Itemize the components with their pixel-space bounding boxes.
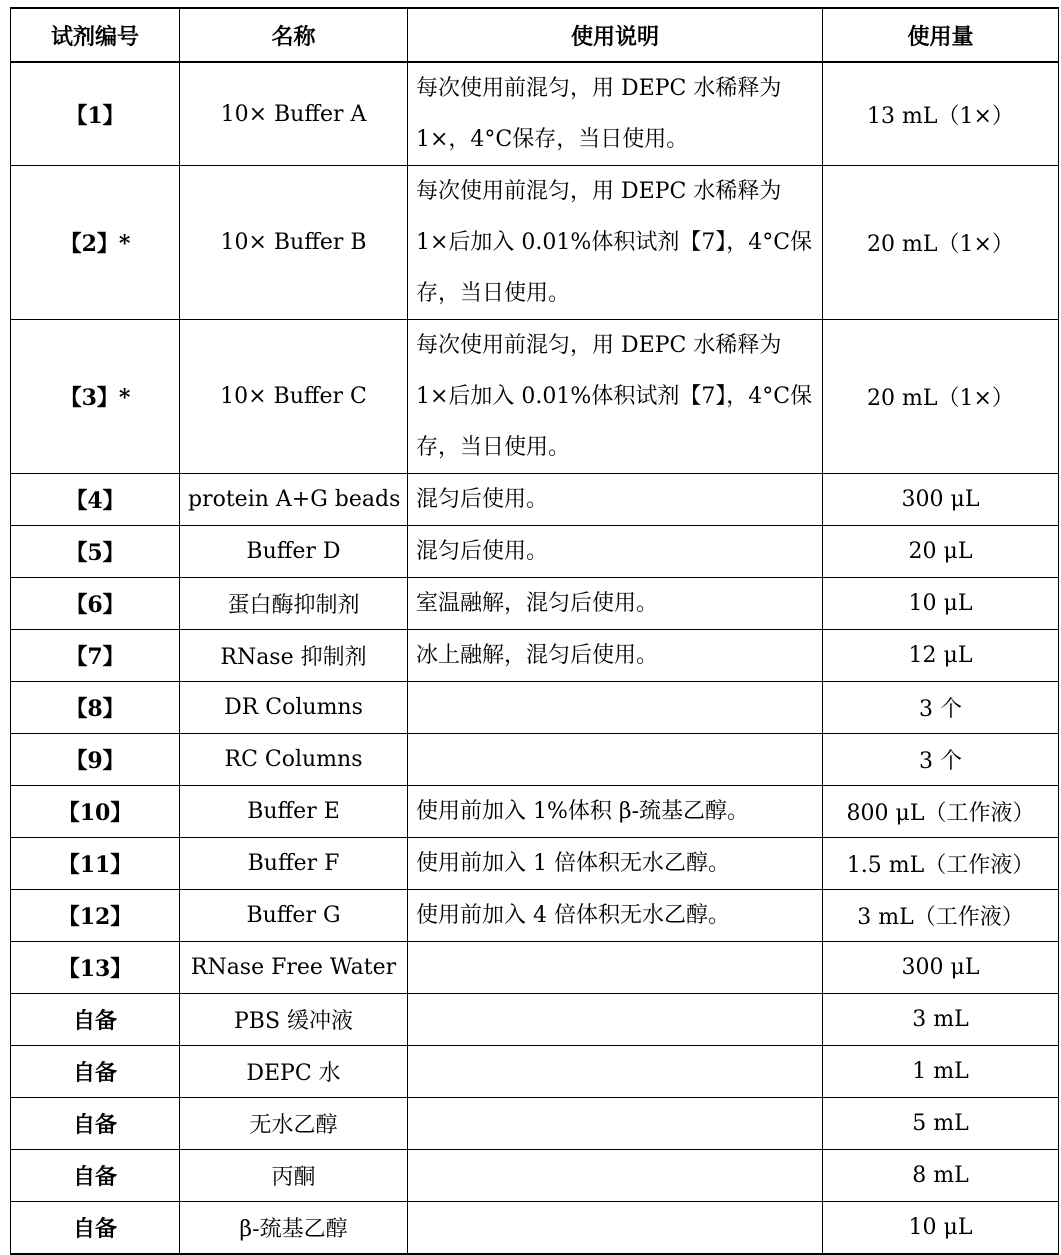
header-name: 名称 [180, 8, 408, 62]
table-row [11, 578, 1059, 630]
reagent-amount: 8 mL [823, 1150, 1059, 1202]
reagent-instructions: 使用前加入 4 倍体积无水乙醇。 [408, 890, 823, 942]
table-row [11, 786, 1059, 838]
reagent-instructions: 混匀后使用。 [408, 474, 823, 526]
reagent-instructions [408, 942, 823, 994]
reagent-name: Buffer D [180, 526, 408, 578]
reagent-amount: 3 mL（工作液） [823, 890, 1059, 942]
reagent-name: 10× Buffer B [180, 166, 408, 320]
table-row [11, 942, 1059, 994]
table-row [11, 1202, 1059, 1254]
reagent-name: β-巯基乙醇 [180, 1202, 408, 1254]
table-row [11, 1098, 1059, 1150]
reagent-id: 【11】 [11, 838, 180, 890]
table-row [11, 682, 1059, 734]
header-amount: 使用量 [823, 8, 1059, 62]
table-row [11, 62, 1059, 166]
reagent-id: 【3】* [11, 320, 180, 474]
reagent-name: Buffer F [180, 838, 408, 890]
table-row [11, 994, 1059, 1046]
table-row [11, 1046, 1059, 1098]
reagent-amount: 800 μL（工作液） [823, 786, 1059, 838]
header-instructions: 使用说明 [408, 8, 823, 62]
reagent-id: 自备 [11, 1098, 180, 1150]
reagent-name: DEPC 水 [180, 1046, 408, 1098]
reagent-instructions: 每次使用前混匀，用 DEPC 水稀释为 1×，4°C保存，当日使用。 [408, 62, 823, 166]
reagent-amount: 5 mL [823, 1098, 1059, 1150]
reagent-id: 【1】 [11, 62, 180, 166]
reagent-instructions [408, 1098, 823, 1150]
table-row [11, 320, 1059, 474]
reagent-id: 【10】 [11, 786, 180, 838]
table-row [11, 166, 1059, 320]
header-reagent-id: 试剂编号 [11, 8, 180, 62]
reagent-id: 【2】* [11, 166, 180, 320]
reagent-instructions: 每次使用前混匀，用 DEPC 水稀释为 1×后加入 0.01%体积试剂【7】，4°C保存，当日使用。 [408, 320, 823, 474]
reagent-id: 【12】 [11, 890, 180, 942]
reagent-id: 【6】 [11, 578, 180, 630]
reagent-instructions: 每次使用前混匀，用 DEPC 水稀释为 1×后加入 0.01%体积试剂【7】，4°C保存，当日使用。 [408, 166, 823, 320]
reagent-name: RNase 抑制剂 [180, 630, 408, 682]
reagent-name: Buffer E [180, 786, 408, 838]
reagent-id: 自备 [11, 994, 180, 1046]
reagent-name: 丙酮 [180, 1150, 408, 1202]
reagent-name: Buffer G [180, 890, 408, 942]
reagent-amount: 3 个 [823, 734, 1059, 786]
reagent-instructions [408, 682, 823, 734]
reagent-amount: 20 μL [823, 526, 1059, 578]
reagent-id: 自备 [11, 1150, 180, 1202]
reagent-name: 无水乙醇 [180, 1098, 408, 1150]
reagent-instructions: 冰上融解，混匀后使用。 [408, 630, 823, 682]
reagent-instructions [408, 1202, 823, 1254]
reagent-amount: 10 μL [823, 1202, 1059, 1254]
reagent-amount: 3 mL [823, 994, 1059, 1046]
reagent-id: 【5】 [11, 526, 180, 578]
reagent-name: RC Columns [180, 734, 408, 786]
table-row [11, 1150, 1059, 1202]
reagent-amount: 300 μL [823, 942, 1059, 994]
reagent-amount: 10 μL [823, 578, 1059, 630]
reagent-name: 蛋白酶抑制剂 [180, 578, 408, 630]
reagent-instructions: 使用前加入 1 倍体积无水乙醇。 [408, 838, 823, 890]
reagent-instructions: 使用前加入 1%体积 β-巯基乙醇。 [408, 786, 823, 838]
reagent-amount: 20 mL（1×） [823, 320, 1059, 474]
reagent-id: 自备 [11, 1202, 180, 1254]
reagent-instructions: 室温融解，混匀后使用。 [408, 578, 823, 630]
reagent-amount: 300 μL [823, 474, 1059, 526]
reagent-instructions [408, 1150, 823, 1202]
reagent-name: protein A+G beads [180, 474, 408, 526]
reagent-amount: 1 mL [823, 1046, 1059, 1098]
reagent-id: 【13】 [11, 942, 180, 994]
reagent-name: DR Columns [180, 682, 408, 734]
table-row [11, 734, 1059, 786]
reagent-id: 【7】 [11, 630, 180, 682]
reagent-name: 10× Buffer A [180, 62, 408, 166]
reagent-instructions [408, 734, 823, 786]
reagent-amount: 20 mL（1×） [823, 166, 1059, 320]
header-row [11, 8, 1059, 62]
reagent-id: 【8】 [11, 682, 180, 734]
reagent-amount: 1.5 mL（工作液） [823, 838, 1059, 890]
reagent-id: 【9】 [11, 734, 180, 786]
reagent-amount: 3 个 [823, 682, 1059, 734]
reagent-instructions: 混匀后使用。 [408, 526, 823, 578]
reagent-name: RNase Free Water [180, 942, 408, 994]
table-row [11, 630, 1059, 682]
reagent-name: 10× Buffer C [180, 320, 408, 474]
reagent-instructions [408, 994, 823, 1046]
reagent-instructions [408, 1046, 823, 1098]
reagent-amount: 12 μL [823, 630, 1059, 682]
reagent-amount: 13 mL（1×） [823, 62, 1059, 166]
reagent-name: PBS 缓冲液 [180, 994, 408, 1046]
table-row [11, 890, 1059, 942]
reagent-id: 【4】 [11, 474, 180, 526]
table-row [11, 526, 1059, 578]
table-row [11, 474, 1059, 526]
reagent-table [10, 7, 1059, 1255]
reagent-id: 自备 [11, 1046, 180, 1098]
table-row [11, 838, 1059, 890]
